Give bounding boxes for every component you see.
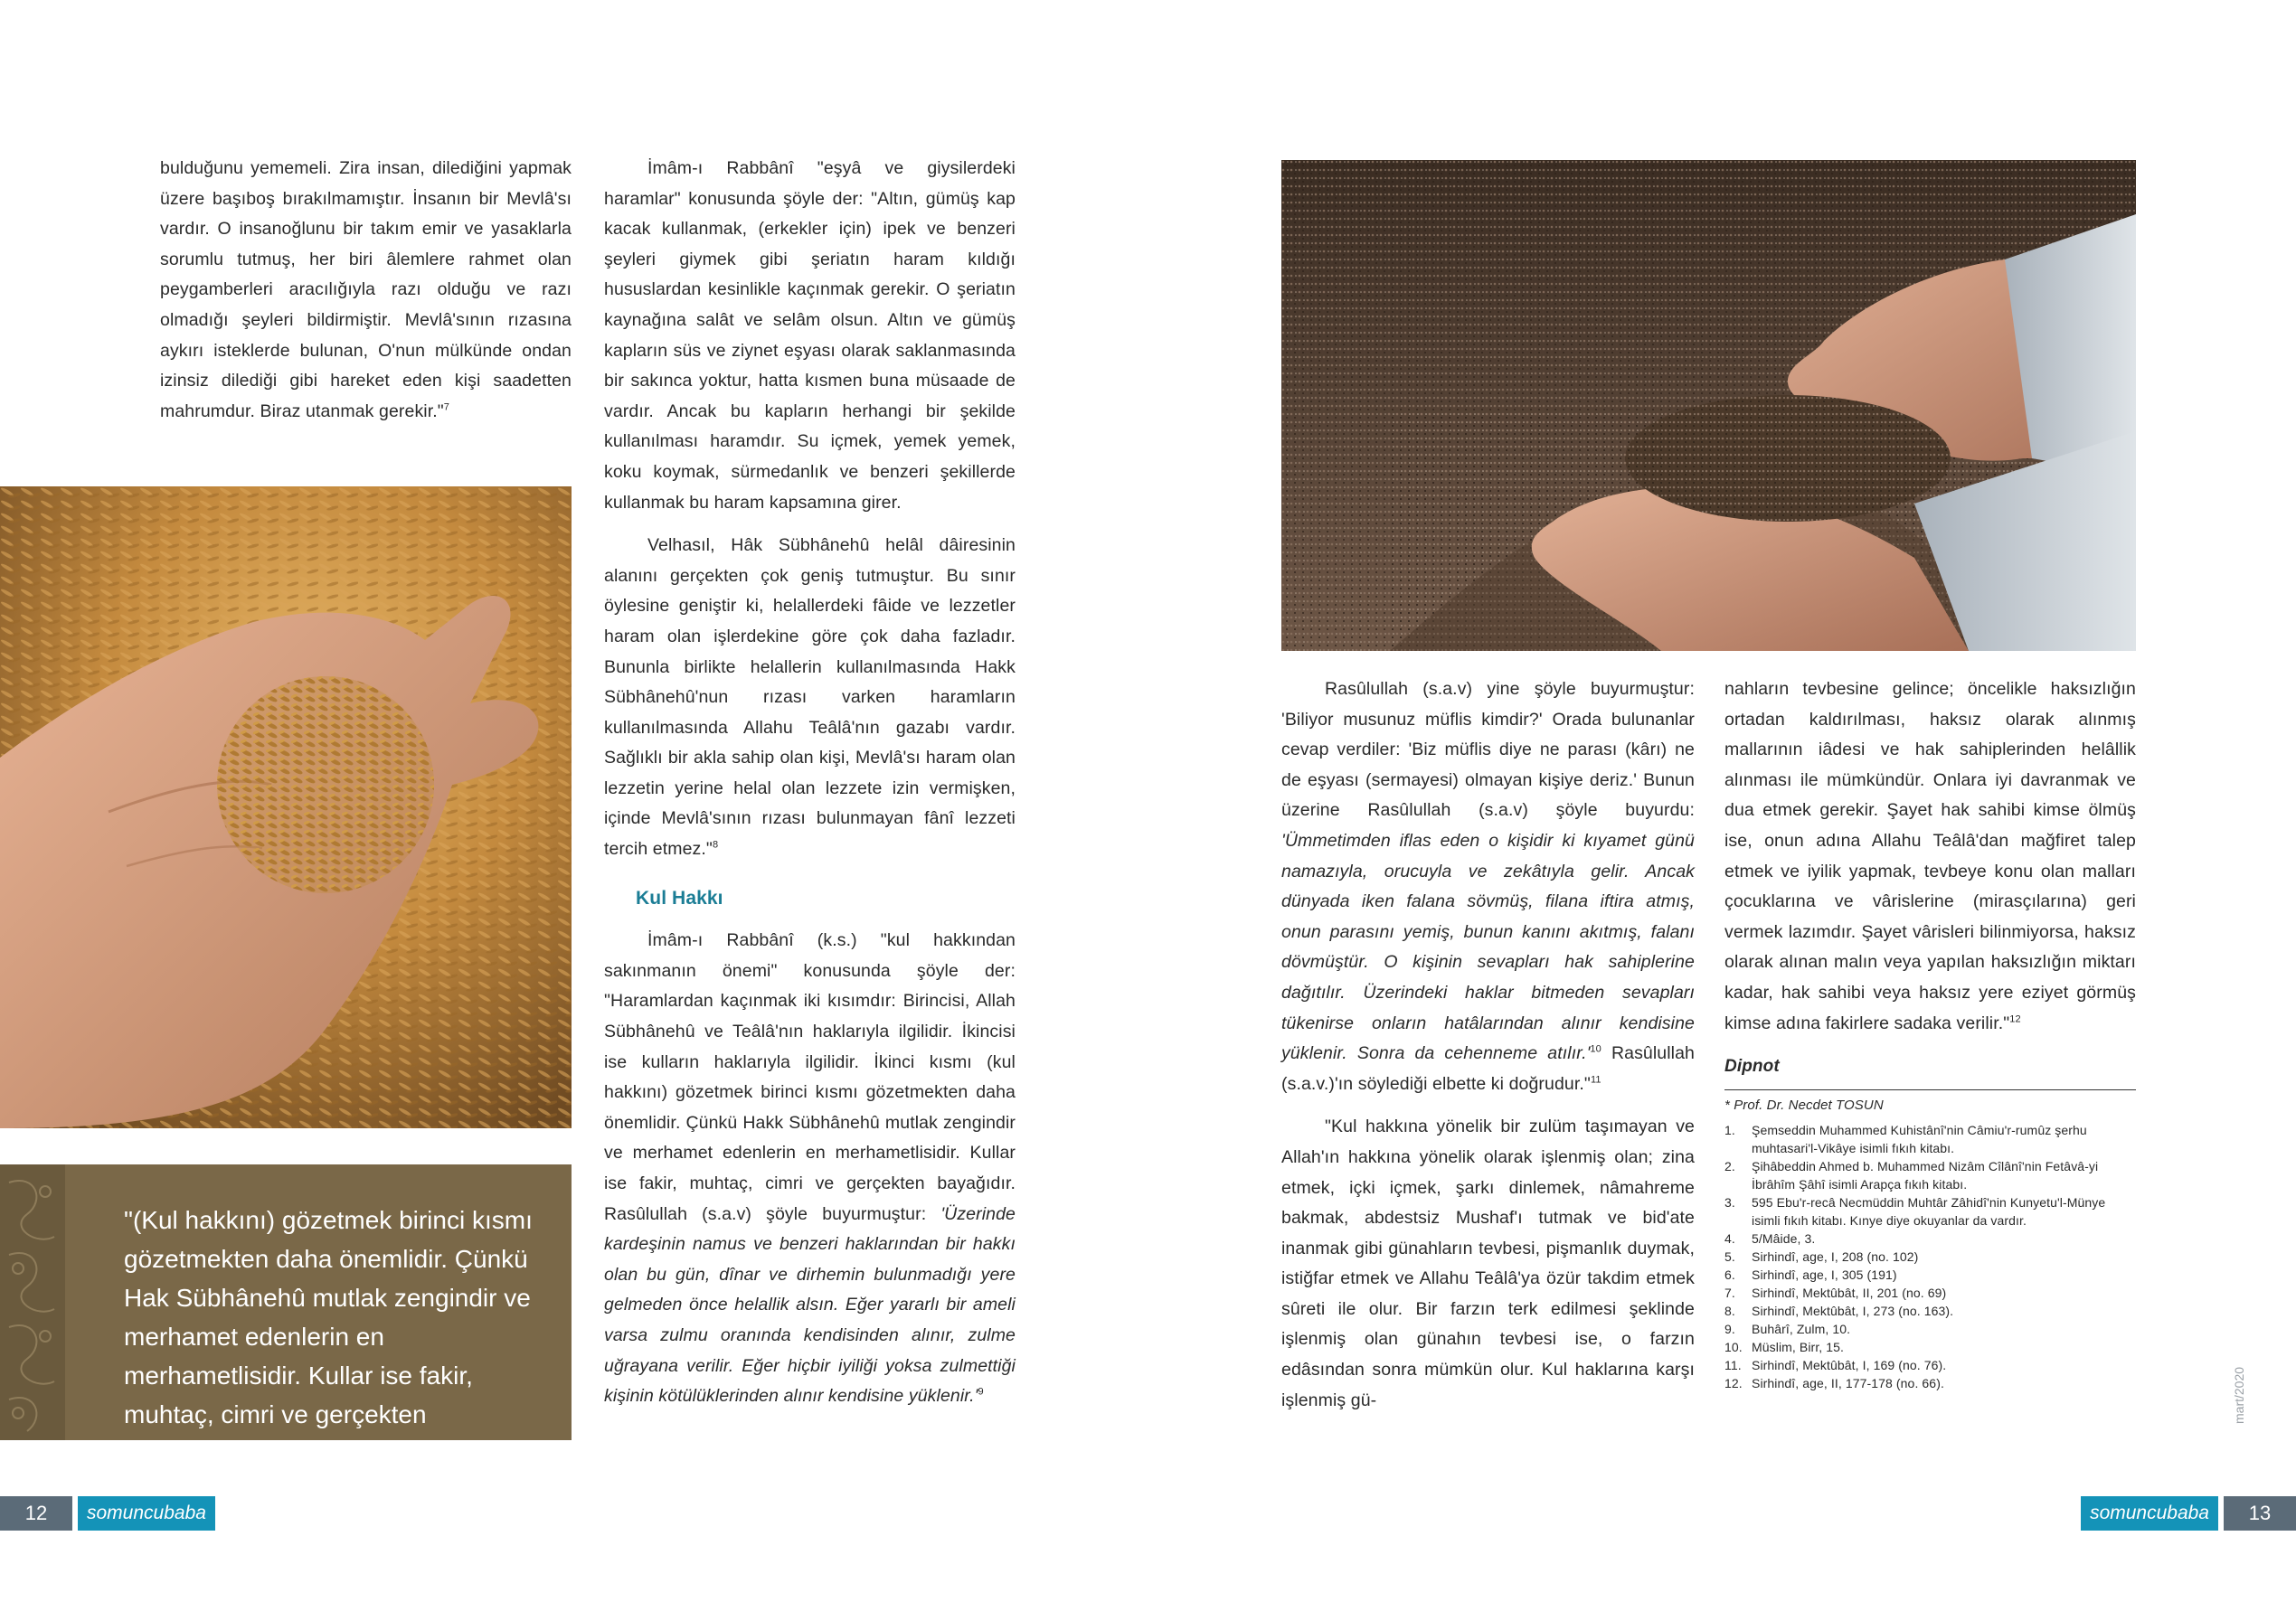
col3-paragraph-2: "Kul hakkına yönelik bir zulüm taşımayan ve Allah'ın hakkına yönelik olarak işlenmiş olan; zina etmek, içki içmek, şarkı dinlemek, nâmahreme bakmak, abdestsiz Mushaf'ı tutmak ve bid'ate inanmak gibi günahların tevbesi, pişmanlık duymak, istiğfar etmek ve Allahu Teâlâ'ya özür takdim etmek sûreti ile olur. Bir farzın terk edilmesi şeklinde işlenmiş olan günahın tevbesi ise, o farzın edâsından sonra mümkün olur. Kul haklarına karşı işlenmiş gü- xyxy=(1281,1117,1695,1410)
footnote-item xyxy=(1724,1266,2136,1284)
footnotes-title: Dipnot xyxy=(1724,1057,1780,1077)
brand-label-right: somuncubaba xyxy=(2081,1496,2218,1531)
footnote-ref: 7 xyxy=(443,401,449,413)
footnote-item xyxy=(1724,1284,2136,1302)
footnote-number: 6. xyxy=(1724,1267,1735,1282)
footnote-number: 3. xyxy=(1724,1194,1735,1210)
col3-paragraph-1: Rasûlullah (s.a.v) yine şöyle buyurmuştur: 'Biliyor musunuz müflis kimdir?' Orada bulunanlar cevap verdiler: 'Biz müflis diye ne parası (kârı) ne de eşyası (sermayesi) olmayan kişiye deriz.' Bunun üzerine Rasûlullah (s.a.v) şöyle buyurdu: xyxy=(1281,679,1695,821)
footnote-item xyxy=(1724,1121,2136,1157)
footnote-item xyxy=(1724,1374,2136,1392)
col1-paragraph: bulduğunu yememeli. Zira insan, dilediğini yapmak üzere başıboş bırakılmamıştır. İnsanın bir Mevlâ'sı vardır. O insanoğlunu bir takım emir ve yasaklarla sorumlu tutmuş, her biri âlemlere rahmet olan peygamberleri aracılığıyla razı olduğu ve razı olmadığı şeyleri bildirmiştir. Mevlâ'sının rızasına aykırı isteklerde bulunan, O'nun mülkünde ondan izinsiz dilediği gibi hareket eden kişi saadetten mahrumdur. Biraz utanmak gerekir." xyxy=(160,158,572,421)
pull-quote-text: "(Kul hakkını) gözetmek birinci kısmı gözetmekten daha önemlidir. Çünkü Hak Sübhânehû mutlak zengindir ve merhamet edenlerin en merhametlisidir. Kullar ise fakir, muhtaç, cimri ve gerçekten bayağıdır." xyxy=(124,1206,533,1467)
issue-date: mart/2020 xyxy=(2232,1366,2246,1424)
page-number-left: 12 xyxy=(0,1496,72,1531)
footnote-ref: 8 xyxy=(712,839,719,851)
footnote-number: 11. xyxy=(1724,1357,1742,1372)
footnote-number: 7. xyxy=(1724,1285,1735,1300)
footnote-item xyxy=(1724,1230,2136,1248)
soil-in-hands-photo xyxy=(1281,160,2136,651)
footnote-ref: 11 xyxy=(1590,1074,1602,1086)
col3-paragraph-1-tail: Rasûlullah (s.a.v.)'ın söylediği elbette ki doğrudur." xyxy=(1281,1043,1695,1094)
footnote-text: Sirhindî, age, II, 177-178 (no. 66). xyxy=(1752,1375,1944,1390)
footnote-text: Şemseddin Muhammed Kuhistânî'nin Câmiu'r-rumûz şerhu muhtasari'l-Vikâye isimli fıkıh kitabı. xyxy=(1752,1122,2087,1155)
footnotes-section xyxy=(1724,1051,2136,1392)
grain-in-hand-photo xyxy=(0,486,572,1128)
footnote-text: Buhârî, Zulm, 10. xyxy=(1752,1321,1851,1336)
footnote-item xyxy=(1724,1356,2136,1374)
brand-label-left: somuncubaba xyxy=(78,1496,215,1531)
col2-paragraph-1: İmâm-ı Rabbânî "eşyâ ve giysilerdeki haramlar" konusunda şöyle der: "Altın, gümüş kap kacak kullanmak, (erkekler için) ipek ve benzeri şeyleri giymek gibi şeriatın haram kıldığı hususlardan kesinlikle kaçınmak gerekir. O şeriatın kaynağına salât ve selâm olsun. Altın ve gümüş kapların süs ve ziynet eşyası olarak saklanmasında bir sakınca yoktur, hatta kısmen buna müsaade de vardır. Ancak bu kapların herhangi bir şekilde kullanılması haramdır. Su içmek, yemek yemek, koku koymak, sürmedanlık ve benzeri şekillerde kullanmak bu haram kapsamına girer. xyxy=(604,158,1016,513)
footnote-item xyxy=(1724,1193,2136,1230)
right-page-footer xyxy=(2090,1496,2296,1531)
pull-quote-box xyxy=(0,1164,572,1467)
footnote-number: 12. xyxy=(1724,1375,1743,1390)
right-column-4 xyxy=(1724,674,2136,1392)
footnote-number: 2. xyxy=(1724,1158,1735,1173)
footnote-item xyxy=(1724,1157,2136,1193)
footnotes-divider xyxy=(1724,1089,2136,1090)
footnote-number: 4. xyxy=(1724,1230,1735,1246)
footnote-text: Sirhindî, age, I, 305 (191) xyxy=(1752,1267,1897,1282)
footnote-number: 8. xyxy=(1724,1303,1735,1318)
footnote-item xyxy=(1724,1338,2136,1356)
soil-in-hands-image xyxy=(1281,160,2136,651)
footnote-number: 10. xyxy=(1724,1339,1743,1354)
col3-hadith-quote: 'Ümmetimden iflas eden o kişidir ki kıyamet günü namazıyla, orucuyla ve zekâtıyla gelir. Ancak dünyada iken falana sövmüş, filana iftira atmış, onun parasını yemiş, bunun kanını akıtmış, falanı dövmüştür. O kişinin sevapları hak sahiplerine dağıtılır. Üzerindeki haklar bitmeden sevapları tükenirse onların hatâlarından alınır kendisine yüklenir. Sonra da cehenneme atılır.' xyxy=(1281,830,1695,1064)
footnote-text: 5/Mâide, 3. xyxy=(1752,1230,1816,1246)
ornament-pattern xyxy=(0,1164,65,1440)
footnote-text: Sirhindî, Mektûbât, II, 201 (no. 69) xyxy=(1752,1285,1947,1300)
left-column-1 xyxy=(160,154,572,439)
right-column-3 xyxy=(1281,674,1695,1428)
footnote-item xyxy=(1724,1302,2136,1320)
page-number-right: 13 xyxy=(2224,1496,2296,1531)
col2-hadith-quote: 'Üzerinde kardeşinin namus ve benzeri haklarından bir hakkı olan bu gün, dînar ve dirhemin bulunmadığı yere gelmeden önce helallik alsın. Eğer yararlı bir ameli varsa zulmu oranında kendisinden alınır, zulme uğrayana verilir. Eğer hiçbir iyiliği yoksa zulmettiği kişinin kötülüklerinden alınır kendisine yüklenir.' xyxy=(604,1203,1016,1407)
footnote-text: Sirhindî, Mektûbât, I, 169 (no. 76). xyxy=(1752,1357,1947,1372)
footnote-text: Sirhindî, age, I, 208 (no. 102) xyxy=(1752,1249,1919,1264)
footnote-item xyxy=(1724,1248,2136,1266)
col2-paragraph-3: İmâm-ı Rabbânî (k.s.) "kul hakkından sakınmanın önemi" konusunda şöyle der: "Haramlardan kaçınmak iki kısımdır: Birincisi, Allah Sübhânehû ve Teâlâ'nın haklarıyla ilgilidir. İkincisi ise kulların haklarıyla ilgilidir. İkinci kısmı (kul hakkını) gözetmek birinci kısmı gözetmekten daha önemlidir. Çünkü Hakk Sübhânehû mutlak zengindir ve merhamet edenlerin en merhametlisidir. Kullar ise fakir, muhtaç, cimri ve gerçekten bayağıdır. Rasûlullah (s.a.v) şöyle buyurmuştur: xyxy=(604,930,1016,1224)
footnote-number: 1. xyxy=(1724,1122,1735,1137)
footnote-text: 595 Ebu'r-recâ Necmüddin Muhtâr Zâhidî'nin Kunyetu'l-Münye isimli fıkıh kitabı. Kınye diye okuyanlar da vardır. xyxy=(1752,1194,2106,1228)
col2-paragraph-2: Velhasıl, Hâk Sübhânehû helâl dâiresinin alanını gerçekten çok geniş tutmuştur. Bu sınır öylesine geniştir ki, helallerdeki fâide ve lezzetler haram olan işlerdekine göre çok daha fazladır. Bununla birlikte helallerin kullanılmasında Hakk Sübhânehû'nun rızası varken haramların kullanılmasında Allahu Teâlâ'nın gazabı vardır. Sağlıklı bir akla sahip olan kişi, Mevlâ'sı haram olan lezzetin yerine helal olan lezzete izin vermişken, içinde Mevlâ'sının rızası bulunmayan fânî lezzeti tercih etmez." xyxy=(604,535,1016,860)
footnote-ref: 12 xyxy=(2009,1013,2021,1025)
footnote-ref: 9 xyxy=(978,1386,984,1398)
footnote-list xyxy=(1724,1121,2136,1392)
author-note: * Prof. Dr. Necdet TOSUN xyxy=(1724,1097,1884,1113)
footnote-item xyxy=(1724,1320,2136,1338)
section-heading-kul-hakki: Kul Hakkı xyxy=(636,887,723,909)
col4-paragraph-1: nahların tevbesine gelince; öncelikle haksızlığın ortadan kaldırılması, haksız olarak alınmış mallarının iâdesi ve hak sahiplerinden helâllik alınması ile mümkündür. Onlara iyi davranmak ve dua etmek gerekir. Şayet hak sahibi kimse ölmüş ise, onun adına Allahu Teâlâ'dan mağfiret talep etmek ve iyilik yapmak, tevbeye konu olan malları çocuklarına ve vârislerine (mirasçılarına) geri vermek lazımdır. Şayet vârisleri bilinmiyorsa, haksız olarak alınan malın veya yapılan haksızlığın miktarı kadar, hak sahibi veya haksız yere eziyet görmüş kimse adına fakirlere sadaka verilir." xyxy=(1724,679,2136,1033)
footnote-text: Müslim, Birr, 15. xyxy=(1752,1339,1845,1354)
footnote-number: 9. xyxy=(1724,1321,1735,1336)
grain-in-hand-image xyxy=(0,486,572,1128)
footnote-text: Şihâbeddin Ahmed b. Muhammed Nizâm Cîlânî'nin Fetâvâ-yi İbrâhîm Şâhî isimli Arapça fıkıh kitabı. xyxy=(1752,1158,2099,1192)
footnote-text: Sirhindî, Mektûbât, I, 273 (no. 163). xyxy=(1752,1303,1954,1318)
footnote-number: 5. xyxy=(1724,1249,1735,1264)
footnote-ref: 10 xyxy=(1590,1043,1602,1055)
left-column-2 xyxy=(604,154,1016,1425)
